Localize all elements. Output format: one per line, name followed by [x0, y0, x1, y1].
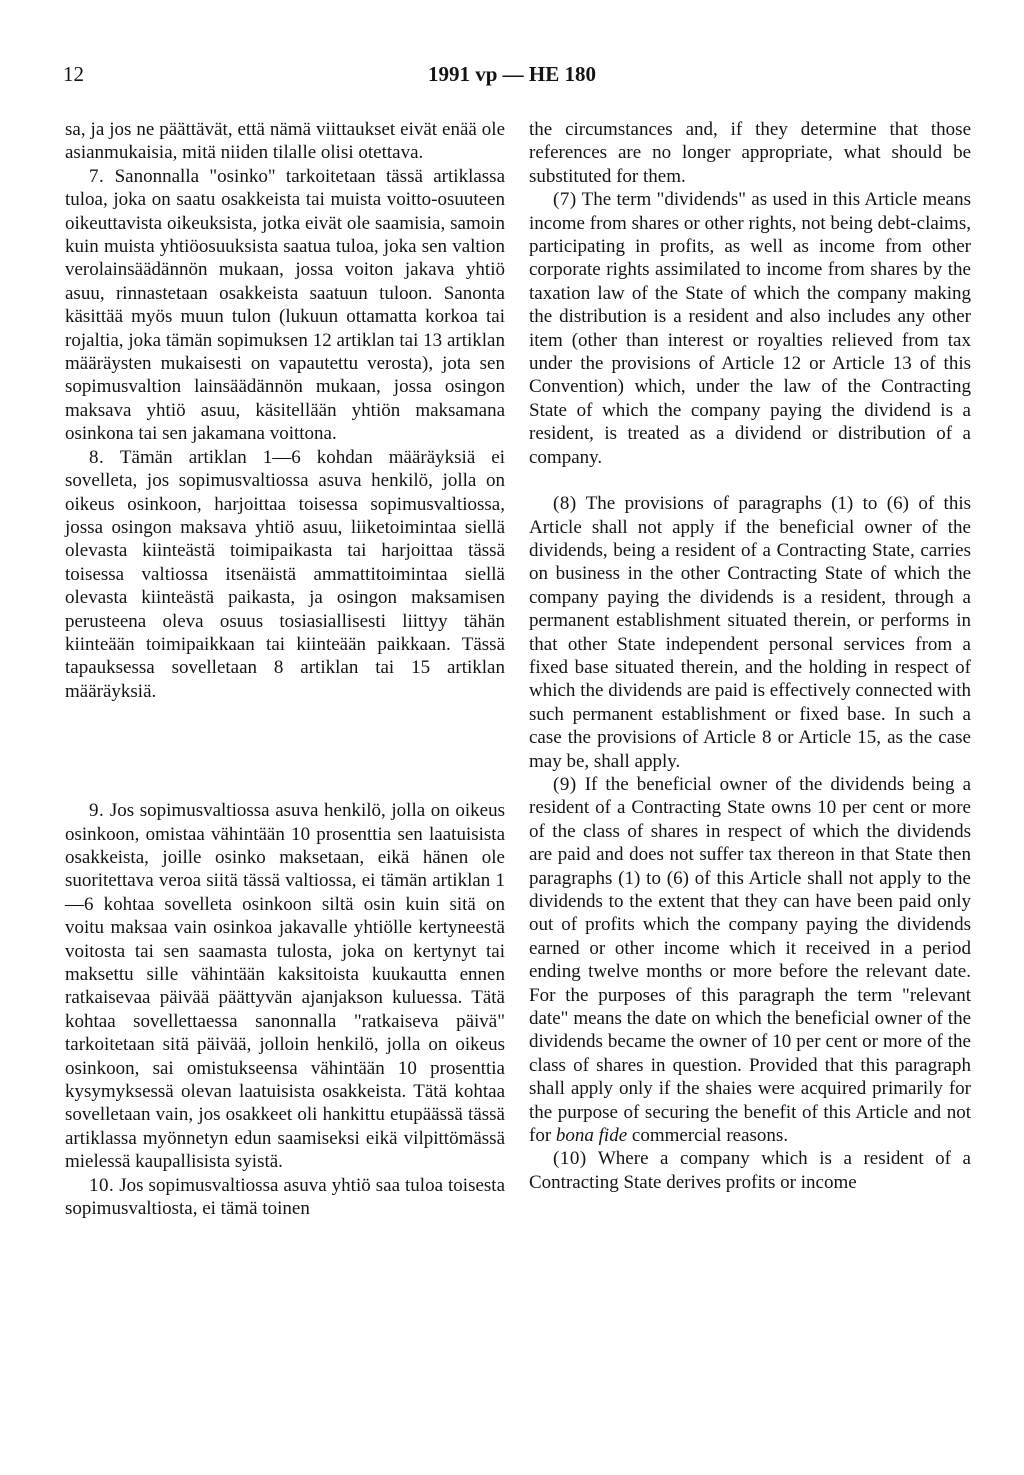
english-column: [529, 118, 971, 1194]
en-paragraph-text: If the beneficial owner of the dividends being a resident of a Contracting State owns 10 per cent or more of the class of shares in respect of which the dividends are paid and does not suffer tax thereon in that State then paragraphs (1) to (6) of this Article shall not apply to the dividends to the extent that they can have been paid only out of profits which the company paying the dividends earned or other income which it received in a period ending twelve months or more before the relevant date. For the purposes of this paragraph the term "relevant date" means the date on which the beneficial owner of the dividends became the owner of 10 per cent or more of the class of shares in question. Provided that this paragraph shall apply only if the shaies were acquired primarily for the purpose of securing the benefit of this Article and not for: [529, 773, 971, 1147]
fi-paragraph-10: [65, 1174, 505, 1221]
fi-paragraph-text: Jos sopimusvaltiossa asuva yhtiö saa tuloa toisesta sopimusvaltiosta, ei tämä toinen: [65, 1174, 505, 1220]
fi-paragraph-text: Jos sopimusvaltiossa asuva henkilö, jolla on oikeus osinkoon, omistaa vähintään 10 prosenttia sen laatuisista osakkeista, joille osinko maksetaan, eikä hänen ole suoritettava veroa siitä tässä valtiossa, ei tämän artiklan 1—6 kohtaa sovelleta osinkoon siltä osin kuin sitä on voitu maksaa vain osinkoa jakavalle yhtiölle kertyneestä voitosta tai sen saamasta tulosta, joka on kertynyt tai maksettu sille vähintään kaksitoista kuukautta ennen ratkaisevaa päivää päättyvän ajanjakson kuluessa. Tätä kohtaa sovellettaessa sanonnalla "ratkaiseva päivä" tarkoitetaan sitä päivää, jolloin henkilö, jolla on oikeus osinkoon, sai omistukseensa vähintään 10 prosenttia kysymyksessä olevan laatuisista osakkeista. Tätä kohtaa sovelletaan vain, jos osakkeet oli hankittu etupäässä tässä artiklassa myönnetyn edun saamiseksi eikä vilpittömässä mielessä kaupallisista syistä.: [65, 800, 505, 1173]
en-paragraph-text-after: commercial reasons.: [627, 1125, 789, 1147]
fi-paragraph-continuation: sa, ja jos ne päättävät, että nämä viittaukset eivät enää ole asianmukaisia, mitä niiden tilalle olisi otettava.: [65, 119, 505, 164]
en-paragraph-number: (10): [553, 1148, 587, 1170]
running-title: 1991 vp — HE 180: [427, 62, 597, 86]
en-paragraph-text: Where a company which is a resident of a Contracting State derives profits or income: [529, 1148, 971, 1193]
fi-paragraph-9: [65, 799, 505, 1174]
finnish-column: [65, 118, 505, 1220]
en-paragraph-text: The term "dividends" as used in this Article means income from shares or other rights, not being debt-claims, participating in profits, as well as income from other corporate rights assimilated to income from shares by the taxation law of the State of which the company making the distribution is a resident and also includes any other item (other than interest or royalties relieved from tax under the provisions of Article 12 or Article 13 of this Convention) which, under the law of the Contracting State of which the company paying the dividend is a resident, is treated as a dividend or distribution of a company.: [529, 189, 971, 468]
en-paragraph-number: (9): [553, 773, 577, 795]
en-paragraph-8: [529, 492, 971, 773]
fi-paragraph-number: 10.: [89, 1174, 115, 1196]
en-paragraph-continuation: the circumstances and, if they determine that those references are no longer appropriate, what should be substituted for them.: [529, 119, 971, 187]
fi-paragraph-text: Sanonnalla "osinko" tarkoitetaan tässä artiklassa tuloa, joka on saatu osakkeista tai muista voitto-osuuteen oikeuttavista oikeuksista, jotka eivät ole saamisia, samoin kuin muista yhtiöosuuksista saatua tuloa, joka sen valtion verolainsäädännön mukaan, jossa voiton jakava yhtiö asuu, rinnastetaan osakkeista saatuun tuloon. Sanonta käsittää myös muun tulon (lukuun ottamatta korkoa tai rojaltia, joka tämän sopimuksen 12 artiklan tai 13 artiklan määräysten mukaisesti on vapautettu verosta), jota sen sopimusvaltion lainsäädännön mukaan, jossa osingon maksava yhtiö asuu, käsitellään yhtiön maksamana osinkona tai sen jakamana voittona.: [65, 165, 505, 445]
fi-paragraph-text: Tämän artiklan 1—6 kohdan määräyksiä ei sovelleta, jos sopimusvaltiossa asuva henkilö, jolla on oikeus osinkoon, harjoittaa toisessa sopimusvaltiossa, jossa osingon maksava yhtiö asuu, liiketoimintaa siellä olevasta kiinteästä toimipaikasta tai harjoittaa tässä toisessa valtiossa itsenäistä ammattitoimintaa siellä olevasta kiinteästä paikasta, ja osingon maksamisen perusteena oleva osuus tosiasiallisesti liittyy tähän kiinteään toimipaikkaan tai kiinteään paikkaan. Tässä tapauksessa sovelletaan 8 artiklan tai 15 artiklan määräyksiä.: [65, 446, 505, 702]
en-paragraph-text: The provisions of paragraphs (1) to (6) of this Article shall not apply if the beneficial owner of the dividends, being a resident of a Contracting State, carries on business in the other Contracting State of which the company paying the dividends is a resident, through a permanent establishment situated therein, or performs in that other State independent personal services from a fixed base situated therein, and the holding in respect of which the dividends are paid is effectively connected with such permanent establishment or fixed base. In such a case the provisions of Article 8 or Article 15, as the case may be, shall apply.: [529, 493, 971, 772]
fi-paragraph-number: 9.: [89, 800, 105, 822]
fi-paragraph-7: [65, 165, 505, 446]
en-paragraph-number: (8): [553, 493, 577, 515]
en-paragraph-7: [529, 188, 971, 469]
fi-paragraph-8: [65, 446, 505, 703]
en-paragraph-9: [529, 773, 971, 1148]
fi-paragraph-number: 7.: [89, 165, 105, 187]
en-paragraph-number: (7): [553, 189, 577, 211]
en-italic-phrase: bona fide: [555, 1125, 628, 1147]
page-number: 12: [63, 62, 84, 86]
en-paragraph-10: [529, 1147, 971, 1194]
fi-paragraph-number: 8.: [89, 446, 105, 468]
